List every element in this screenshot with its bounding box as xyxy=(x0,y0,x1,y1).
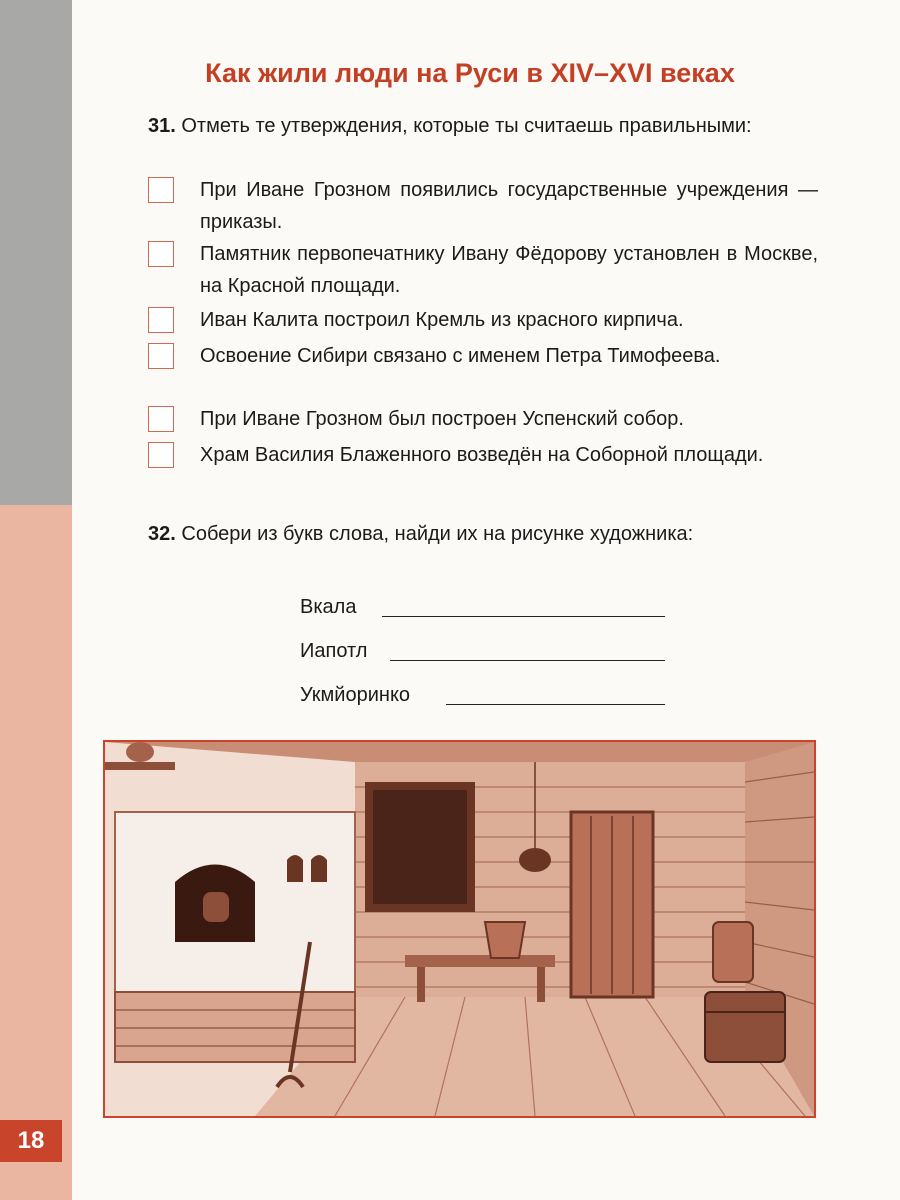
statement-3-text: Иван Калита построил Кремль из красного кирпича. xyxy=(200,309,684,331)
statement-2 xyxy=(148,238,818,302)
statement-1-text: При Иване Грозном появились государственные учреждения — приказы. xyxy=(200,179,818,233)
statement-1 xyxy=(148,174,818,238)
statement-2-checkbox[interactable] xyxy=(148,241,174,267)
task-31-number: 31. xyxy=(148,115,176,137)
page-number: 18 xyxy=(0,1120,62,1162)
statement-3-checkbox[interactable] xyxy=(148,307,174,333)
page-title: Как жили люди на Руси в XIV–XVI веках xyxy=(205,58,735,88)
statement-4 xyxy=(148,340,818,404)
word-row-2 xyxy=(300,636,670,666)
word-row-1 xyxy=(300,592,670,622)
statement-4-text: Освоение Сибири связано с именем Петра Тимофеева. xyxy=(200,345,721,367)
task-32-text: Собери из букв слова, найди их на рисунке художника: xyxy=(181,523,694,545)
statement-1-checkbox[interactable] xyxy=(148,177,174,203)
statement-5-text: При Иване Грозном был построен Успенский собор. xyxy=(200,408,684,430)
task-32-prompt xyxy=(148,518,818,550)
statement-4-checkbox[interactable] xyxy=(148,343,174,369)
izba-interior-icon xyxy=(105,742,814,1116)
word-row-3 xyxy=(300,680,670,710)
statement-5-checkbox[interactable] xyxy=(148,406,174,432)
answer-field-3[interactable] xyxy=(446,680,665,705)
task-32-number: 32. xyxy=(148,523,176,545)
statement-6-text: Храм Василия Блаженного возведён на Соборной площади. xyxy=(200,444,764,466)
statement-6 xyxy=(148,439,818,503)
statement-2-text: Памятник первопечатнику Ивану Фёдорову установлен в Москве, на Красной площади. xyxy=(200,243,818,297)
scrambled-word-1: Вкала xyxy=(300,596,357,618)
izba-illustration xyxy=(103,740,816,1118)
statement-6-checkbox[interactable] xyxy=(148,442,174,468)
side-band-pink xyxy=(0,505,72,1200)
answer-field-1[interactable] xyxy=(382,592,665,617)
scrambled-word-2: Иапотл xyxy=(300,640,368,662)
task-31-text: Отметь те утверждения, которые ты считаешь правильными: xyxy=(181,115,752,137)
scrambled-word-3: Укмйоринко xyxy=(300,684,411,706)
side-band-gray xyxy=(0,0,72,505)
task-31-prompt xyxy=(148,110,818,142)
answer-field-2[interactable] xyxy=(390,636,665,661)
